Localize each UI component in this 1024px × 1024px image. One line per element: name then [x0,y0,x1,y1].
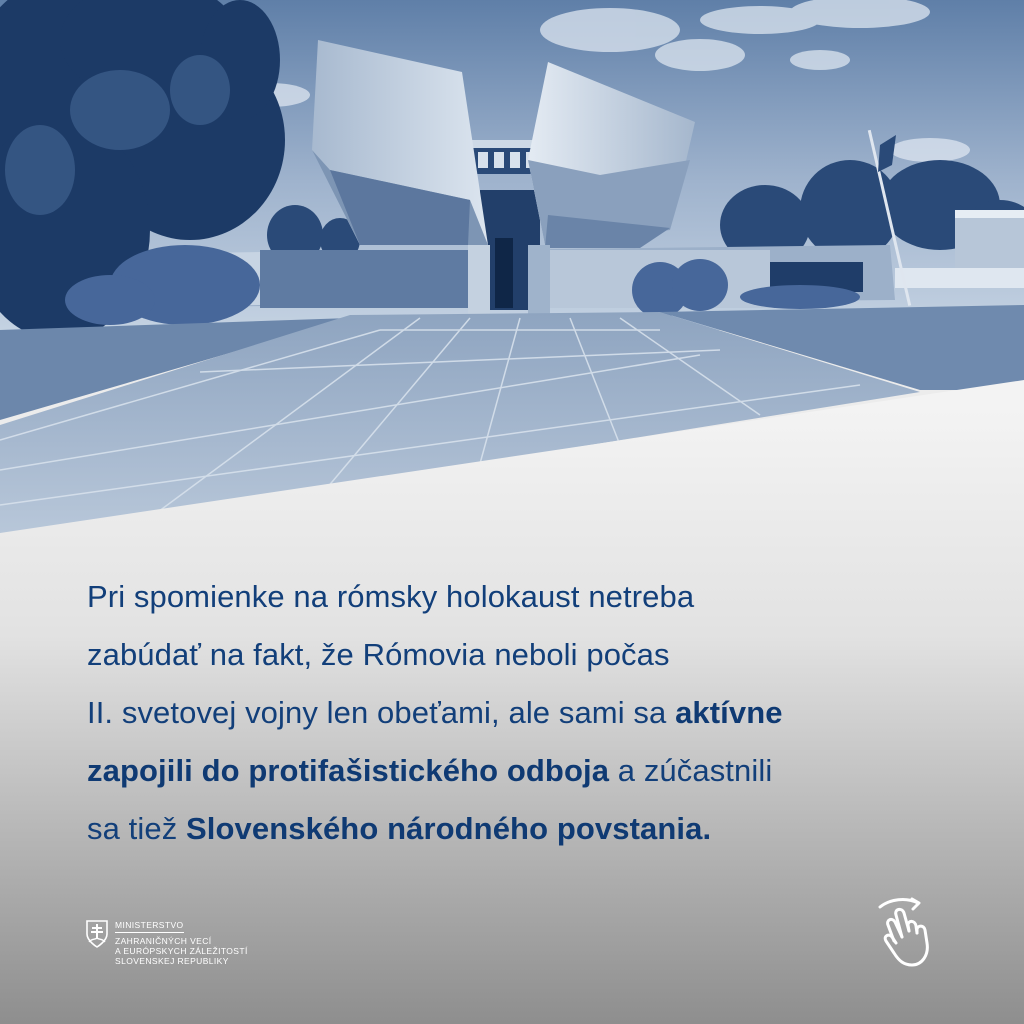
body-text [87,568,997,858]
text-bold-3: Slovenského národného povstania. [186,811,712,846]
logo-line-2: ZAHRANIČNÝCH VECÍ [115,936,212,946]
text-line-5: sa tiež [87,811,187,846]
logo-line-1: MINISTERSTVO [115,920,184,933]
coat-of-arms-icon [86,920,108,948]
ministry-name [115,920,248,966]
ministry-logo [86,920,248,966]
text-line-4: a zúčastnili [609,753,773,788]
text-line-2: zabúdať na fakt, že Rómovia neboli počas [87,637,670,672]
text-bold-1: aktívne [675,695,783,730]
text-bold-2: zapojili do protifašistického odboja [87,753,610,788]
logo-line-3: A EURÓPSKYCH ZÁLEŽITOSTÍ [115,946,248,956]
text-line-1: Pri spomienke na rómsky holokaust netreba [87,579,695,614]
swipe-hand-icon[interactable] [872,895,944,971]
text-line-3: II. svetovej vojny len obeťami, ale sami sa [87,695,676,730]
logo-line-4: SLOVENSKEJ REPUBLIKY [115,956,229,966]
